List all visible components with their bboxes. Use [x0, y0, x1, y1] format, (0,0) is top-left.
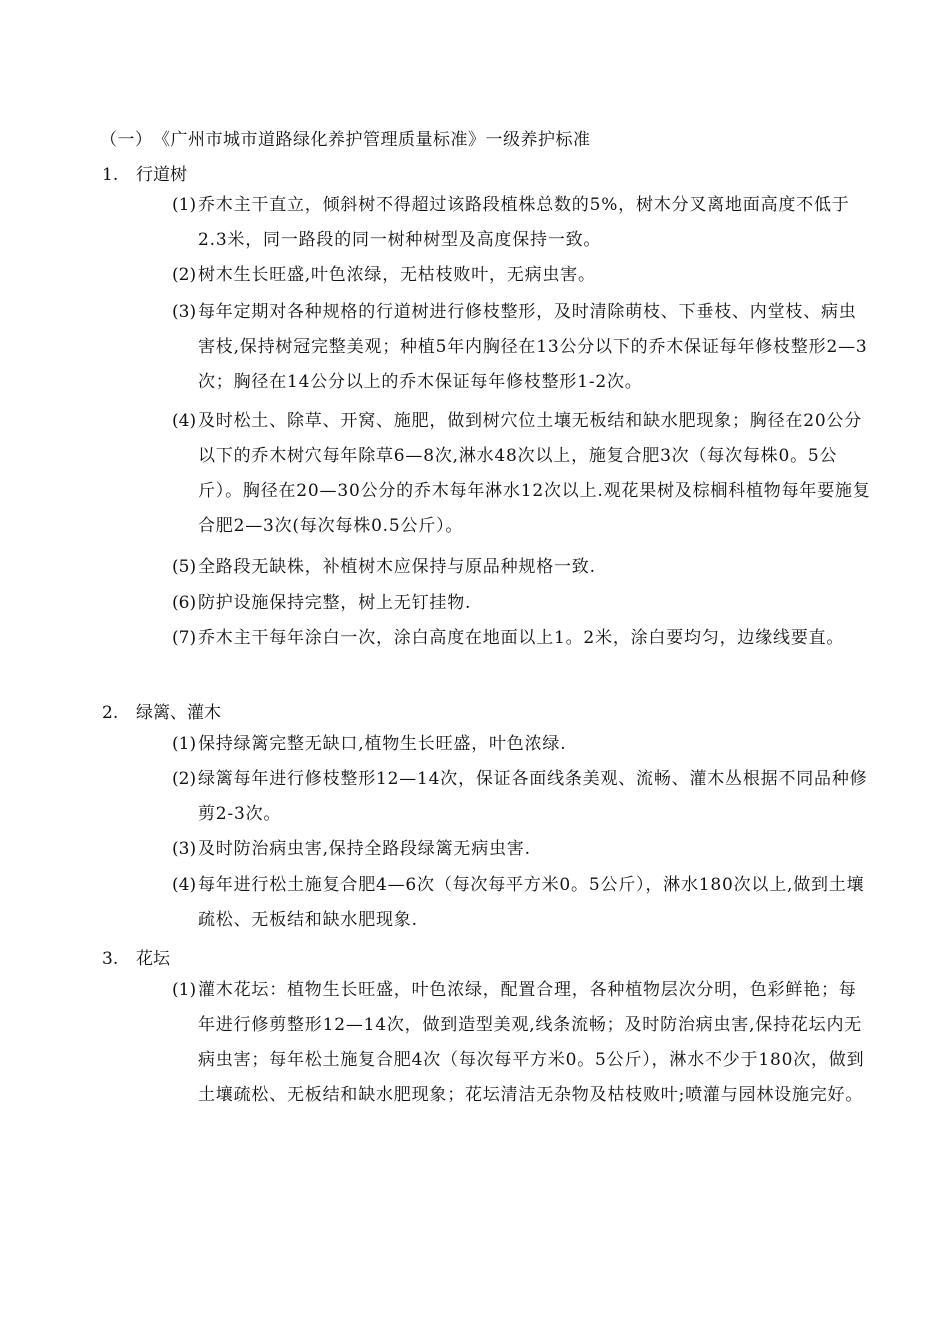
section-title-street-trees	[102, 160, 187, 185]
list-item	[172, 621, 872, 656]
list-item	[172, 832, 872, 867]
list-item	[172, 550, 872, 585]
list-item	[172, 188, 872, 258]
list-item	[172, 586, 872, 621]
list-item	[172, 973, 872, 1113]
item-text: 及时防治病虫害,保持全路段绿篱无病虫害.	[198, 839, 531, 859]
section-title-text: 花坛	[136, 949, 170, 969]
list-item	[172, 404, 872, 544]
item-text: 及时松土、除草、开窝、施肥，做到树穴位土壤无板结和缺水肥现象；胸径在20公分以下的乔木树穴每年除草6—8次,淋水48次以上，施复合肥3次（每次每株0。5公斤）。胸径在20—30公分的乔木每年淋水12次以上.观花果树及棕榈科植物每年要施复合肥2—3次(每次每株0.5公斤）。	[198, 411, 871, 536]
section-number: 1.	[102, 165, 119, 185]
item-marker: (3)	[172, 839, 197, 859]
section-title-text: 绿篱、灌木	[136, 703, 221, 723]
item-marker: (2)	[172, 769, 197, 789]
item-text: 乔木主干直立，倾斜树不得超过该路段植株总数的5%，树木分叉离地面高度不低于2.3米，同一路段的同一树种树型及高度保持一致。	[198, 195, 850, 250]
section-title-hedges	[102, 698, 221, 723]
item-text: 全路段无缺株，补植树木应保持与原品种规格一致.	[198, 557, 596, 577]
document-heading: （一） 《广州市城市道路绿化养护管理质量标准》一级养护标准	[100, 130, 591, 150]
item-marker: (2)	[172, 265, 197, 285]
item-text: 树木生长旺盛,叶色浓绿，无枯枝败叶，无病虫害。	[198, 265, 596, 285]
section-title-flowerbeds	[102, 944, 170, 969]
item-marker: (7)	[172, 628, 197, 648]
list-item	[172, 295, 872, 400]
item-marker: (1)	[172, 734, 197, 754]
section-number: 2.	[102, 703, 119, 723]
section-title-text: 行道树	[136, 165, 187, 185]
item-marker: (5)	[172, 557, 197, 577]
list-item	[172, 868, 872, 938]
item-text: 每年进行松土施复合肥4—6次（每次每平方米0。5公斤），淋水180次以上,做到土壤疏松、无板结和缺水肥现象.	[198, 875, 865, 930]
list-item	[172, 258, 872, 293]
section-number: 3.	[102, 949, 119, 969]
item-marker: (1)	[172, 980, 197, 1000]
item-text: 每年定期对各种规格的行道树进行修枝整形，及时清除萌枝、下垂枝、内堂枝、病虫害枝,保持树冠完整美观；种植5年内胸径在13公分以下的乔木保证每年修枝整形2—3次；胸径在14公分以上的乔木保证每年修枝整形1-2次。	[198, 302, 868, 392]
item-text: 防护设施保持完整，树上无钉挂物.	[198, 593, 472, 613]
item-marker: (6)	[172, 593, 197, 613]
item-marker: (1)	[172, 195, 197, 215]
list-item	[172, 727, 872, 762]
item-text: 保持绿篱完整无缺口,植物生长旺盛，叶色浓绿.	[198, 734, 567, 754]
item-text: 灌木花坛：植物生长旺盛，叶色浓绿，配置合理，各种植物层次分明，色彩鲜艳；每年进行修剪整形12—14次，做到造型美观,线条流畅；及时防治病虫害,保持花坛内无病虫害；每年松土施复合肥4次（每次每平方米0。5公斤），淋水不少于180次，做到土壤疏松、无板结和缺水肥现象；花坛清洁无杂物及枯枝败叶;喷灌与园林设施完好。	[198, 980, 865, 1105]
item-marker: (4)	[172, 875, 197, 895]
list-item	[172, 762, 872, 832]
item-text: 绿篱每年进行修枝整形12—14次，保证各面线条美观、流畅、灌木丛根据不同品种修剪2-3次。	[198, 769, 868, 824]
item-marker: (4)	[172, 411, 197, 431]
item-text: 乔木主干每年涂白一次，涂白高度在地面以上1。2米，涂白要均匀，边缘线要直。	[198, 628, 845, 648]
item-marker: (3)	[172, 302, 197, 322]
